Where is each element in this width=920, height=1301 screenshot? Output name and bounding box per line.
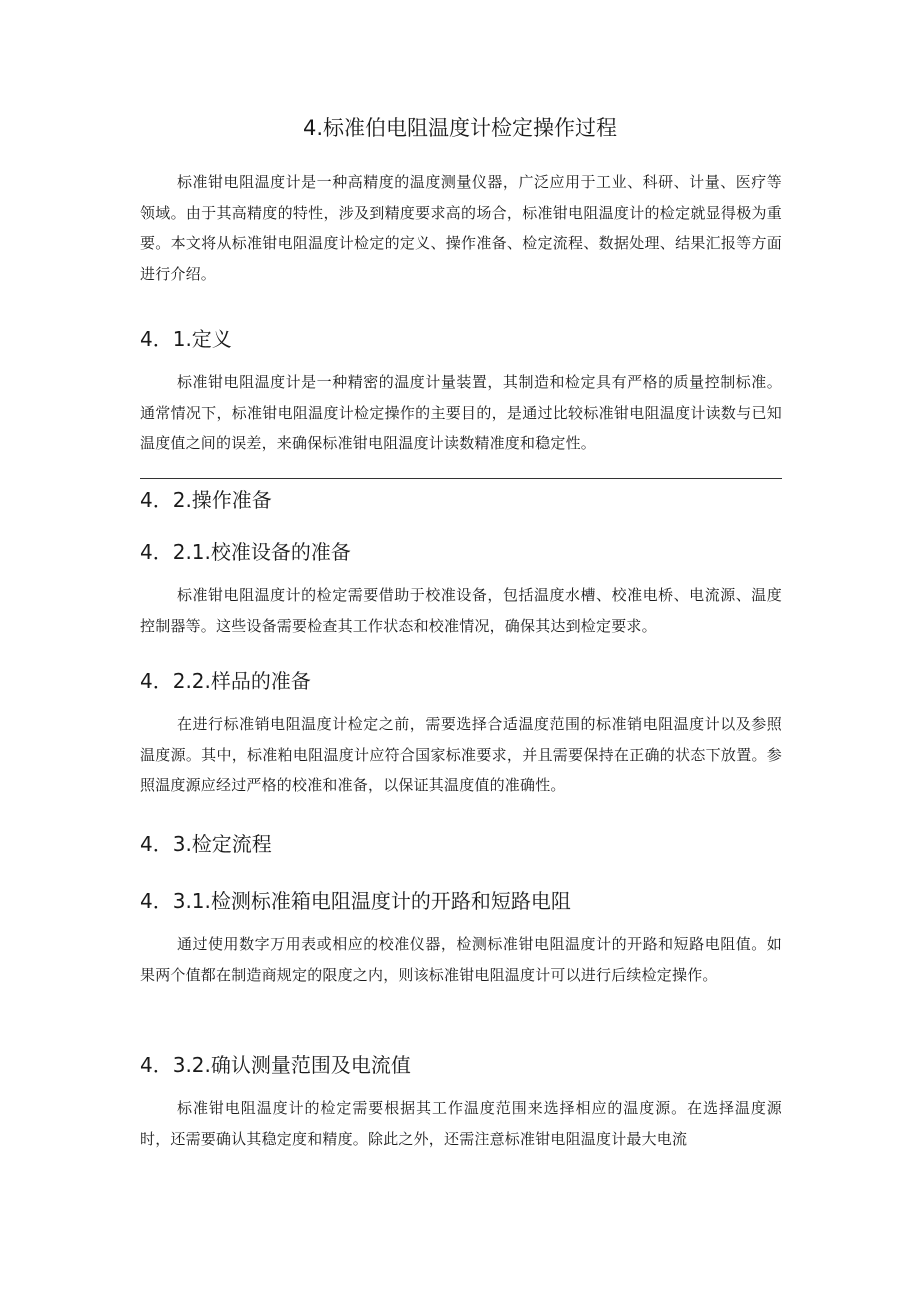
intro-paragraph: 标准钳电阻温度计是一种高精度的温度测量仪器，广泛应用于工业、科研、计量、医疗等领域。由于其高精度的特性，涉及到精度要求高的场合，标准钳电阻温度计的检定就显得极为重要。本文将从标准钳电阻温度计检定的定义、操作准备、检定流程、数据处理、结果汇报等方面进行介绍。 [140,173,782,283]
section-heading-procedure: 4．3.检定流程 [140,832,272,856]
section-body-range-current: 标准钳电阻温度计的检定需要根据其工作温度范围来选择相应的温度源。在选择温度源时，还需要确认其稳定度和精度。除此之外，还需注意标准钳电阻温度计最大电流 [140,1099,782,1148]
section-body-definition: 标准钳电阻温度计是一种精密的温度计量装置，其制造和检定具有严格的质量控制标准。通常情况下，标准钳电阻温度计检定操作的主要目的，是通过比较标准钳电阻温度计读数与已知温度值之间的误差，来确保标准钳电阻温度计读数精准度和稳定性。 [140,373,782,452]
section-heading-open-short-resistance: 4．3.1.检测标准箱电阻温度计的开路和短路电阻 [140,889,571,913]
section-heading-sample-preparation: 4．2.2.样品的准备 [140,669,311,693]
section-heading-definition: 4．1.定义 [140,327,232,351]
page-title: 4.标准伯电阻温度计检定操作过程 [302,116,618,140]
section-body-open-short-resistance: 通过使用数字万用表或相应的校准仪器，检测标准钳电阻温度计的开路和短路电阻值。如果两个值都在制造商规定的限度之内，则该标准钳电阻温度计可以进行后续检定操作。 [140,935,782,984]
section-body-calibration-equipment: 标准钳电阻温度计的检定需要借助于校准设备，包括温度水槽、校准电桥、电流源、温度控制器等。这些设备需要检查其工作状态和校准情况，确保其达到检定要求。 [140,586,782,635]
section-heading-calibration-equipment: 4．2.1.校准设备的准备 [140,540,351,564]
section-body-sample-preparation: 在进行标准销电阻温度计检定之前，需要选择合适温度范围的标准销电阻温度计以及参照温度源。其中，标准粕电阻温度计应符合国家标准要求，并且需要保持在正确的状态下放置。参照温度源应经过严格的校准和准备，以保证其温度值的准确性。 [140,715,782,794]
horizontal-divider [140,478,782,479]
section-heading-preparation: 4．2.操作准备 [140,488,272,512]
section-heading-range-current: 4．3.2.确认测量范围及电流值 [140,1053,411,1077]
